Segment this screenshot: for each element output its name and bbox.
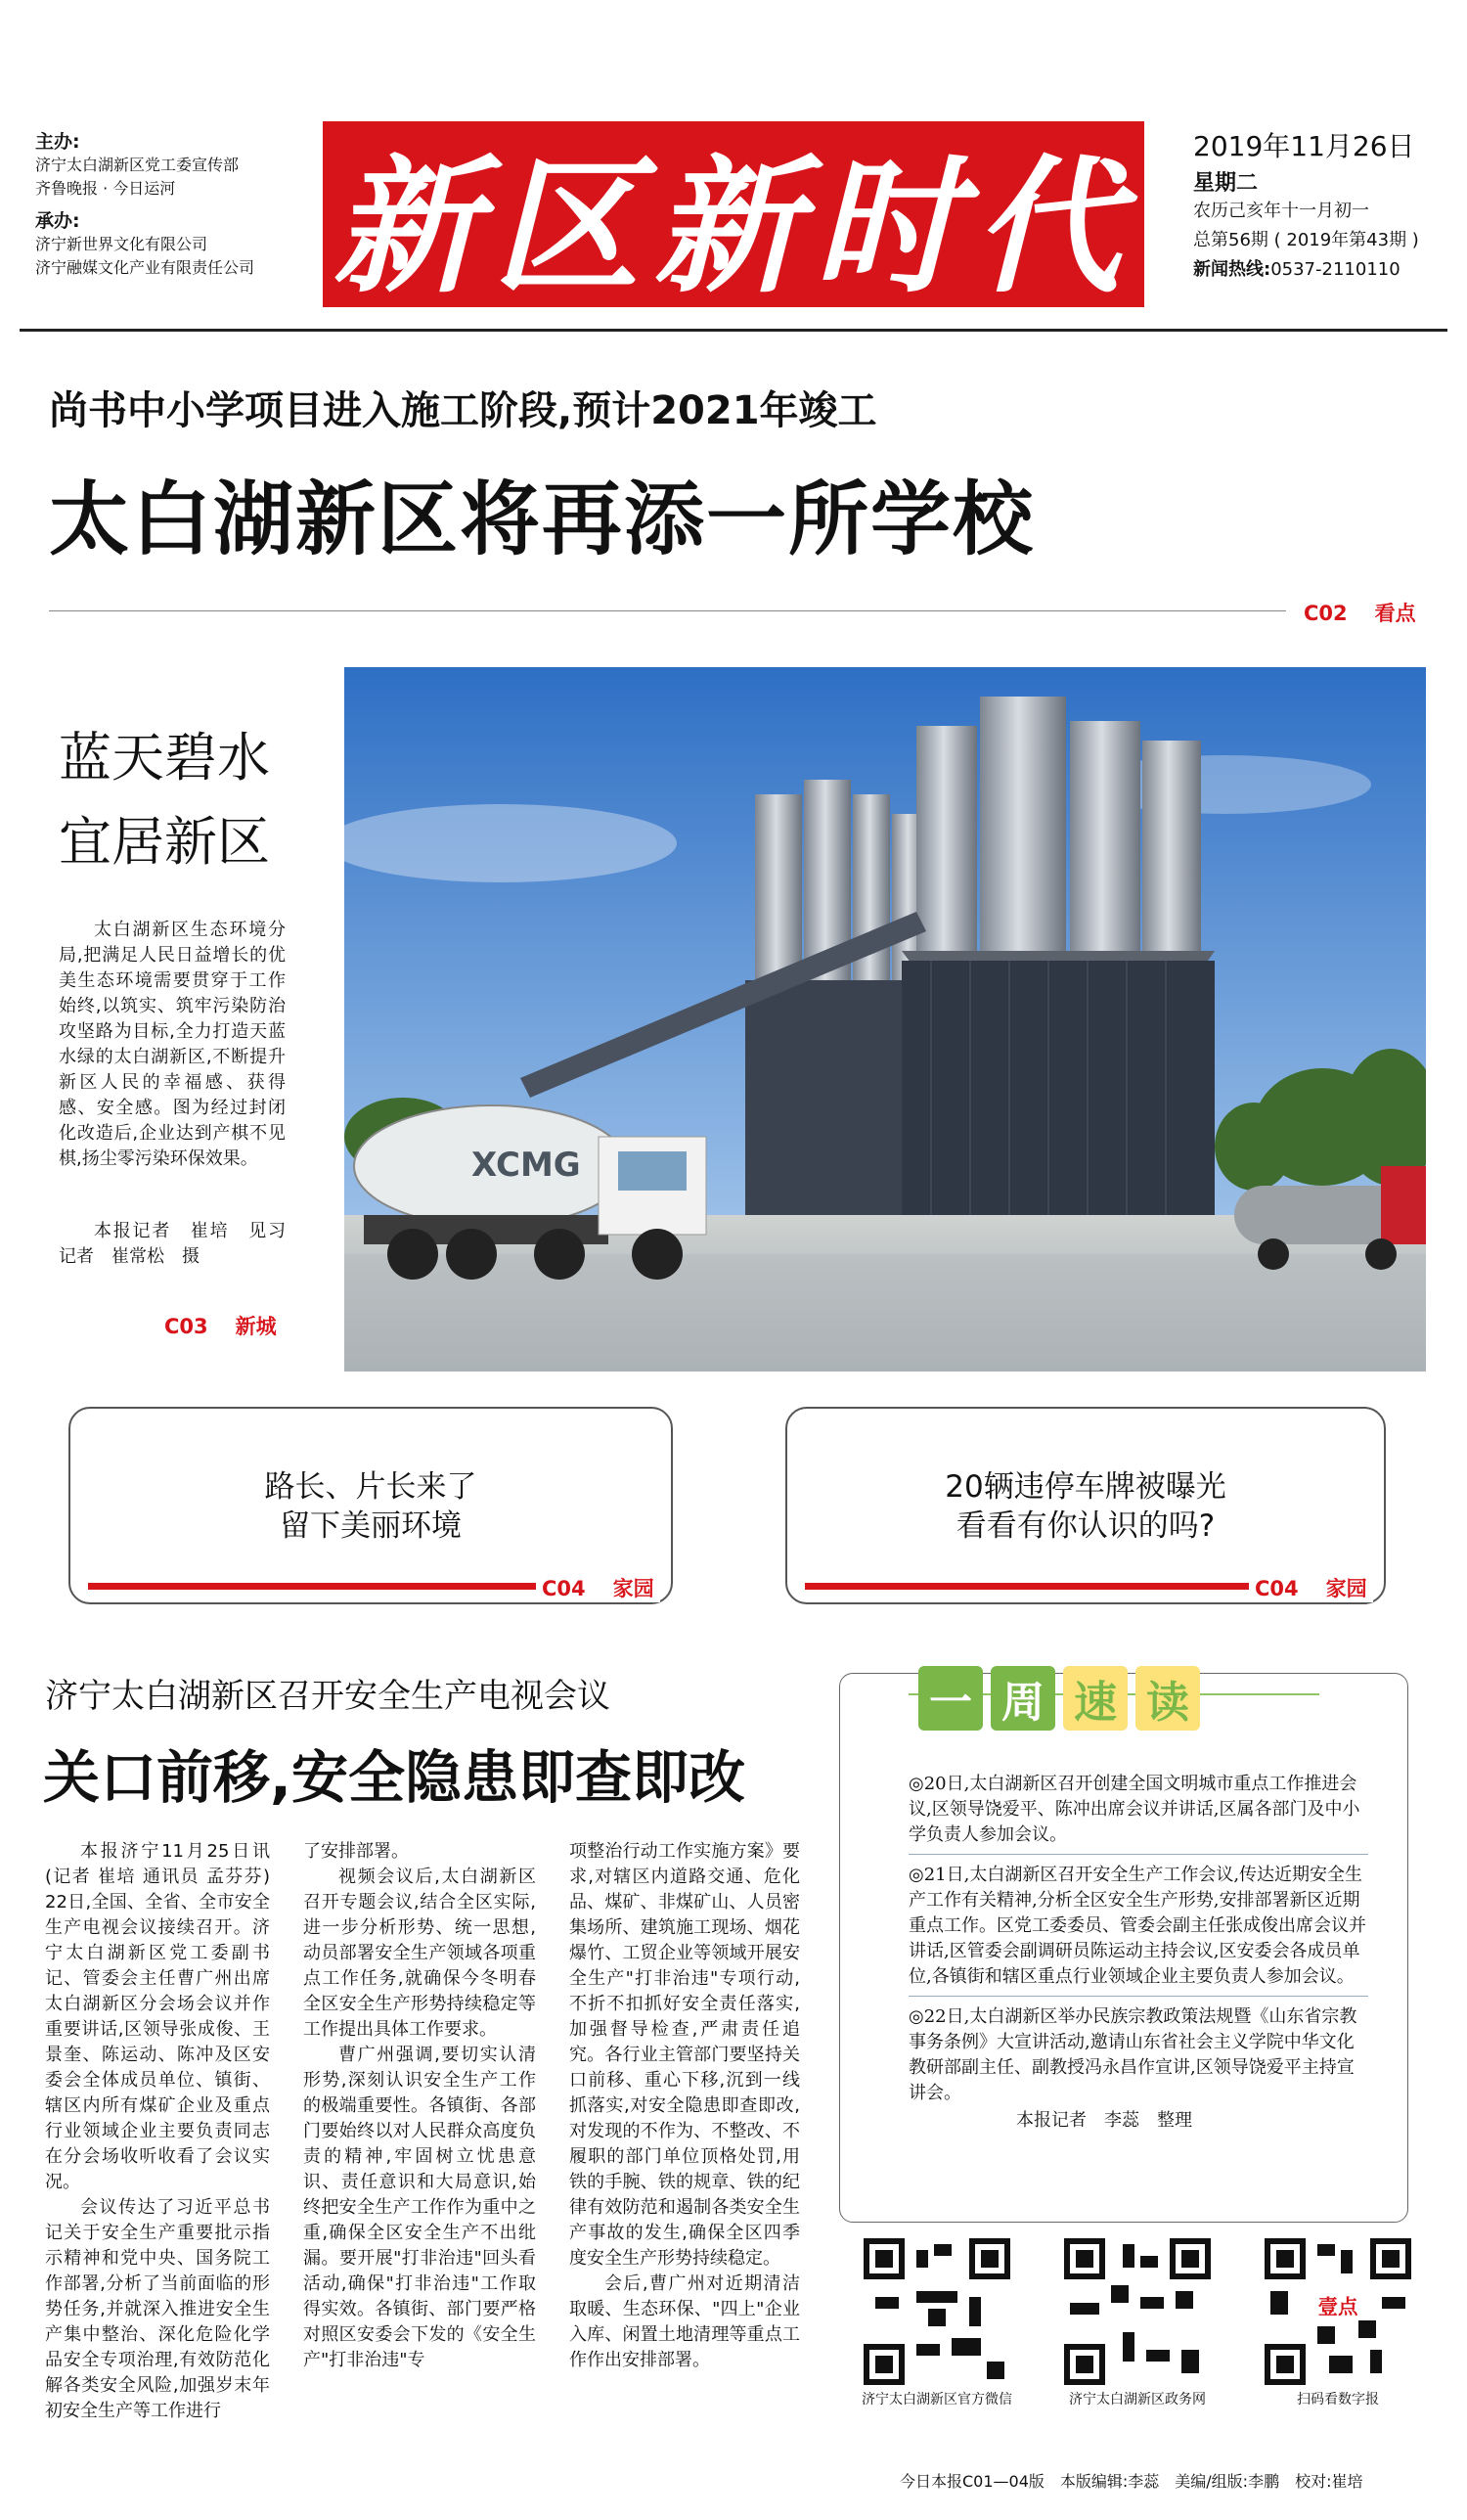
story-column: [45, 1839, 270, 2424]
weekly-item: ◎22日,太白湖新区举办民族宗教政策法规暨《山东省宗教事务条例》大宣讲活动,邀请山东省社会主义学院中华文化教研部副主任、副教授冯永昌作宣讲,区领导饶爱平主持宣讲会。: [909, 2006, 1357, 2103]
hotline-number: 0537-2110110: [1270, 259, 1400, 280]
teaser-line: 20辆违停车牌被曝光: [945, 1469, 1226, 1505]
page-code: C04: [542, 1577, 586, 1600]
story-column: [303, 1839, 536, 2373]
weekly-title-char: 一: [918, 1666, 983, 1731]
qr-caption: 济宁太白湖新区官方微信: [862, 2392, 1012, 2408]
qr-logo: 壹点: [1317, 2294, 1358, 2318]
weekly-credit: 本报记者 李蕊 整理: [1016, 2110, 1192, 2131]
story-paragraph: 了安排部署。: [303, 1841, 409, 1862]
story-paragraph: 曹广州强调,要切实认清形势,深刻认识安全生产工作的极端重要性。各镇街、各部门要始终以对人民群众高度负责的精神,牢固树立忧患意识、责任意识和大局意识,始终把安全生产工作作为重中之重,确保全区安全生产不出纰漏。要开展"打非治违"回头看活动,确保"打非治违"工作取得实效。各镇街、部门要严格对照区安委会下发的《安全生产"打非治违"专: [303, 2045, 536, 2370]
concrete-plant-illustration: [344, 667, 1426, 1372]
teaser-page-ref: [1249, 1573, 1373, 1602]
qr-code-icon: [1064, 2238, 1211, 2385]
weekly-title-char: 速: [1063, 1666, 1128, 1731]
weekly-title-char: 周: [991, 1666, 1055, 1731]
page-section: 看点: [1374, 602, 1416, 625]
masthead-hosts: [35, 127, 254, 280]
feature-title: [59, 716, 270, 884]
organizer-line: 济宁新世界文化有限公司: [35, 235, 208, 253]
feature-page-ref: [164, 1311, 277, 1340]
host-line: 齐鲁晚报 · 今日运河: [35, 179, 176, 198]
feature-photo: [344, 667, 1426, 1372]
organizer-line: 济宁融媒文化产业有限责任公司: [35, 258, 255, 277]
lead-rule: [49, 610, 1286, 611]
page-section: 家园: [1325, 1577, 1367, 1600]
weekly-items: [909, 1772, 1368, 2134]
teaser-line: 看看有你认识的吗?: [956, 1508, 1216, 1544]
truck-brand: XCMG: [471, 1146, 581, 1185]
story-paragraph: 会后,曹广州对近期清洁取暖、生态环保、"四上"企业入库、闲置土地清理等重点工作作出安排部署。: [569, 2273, 800, 2370]
story-column: [569, 1839, 800, 2373]
weekly-item: ◎21日,太白湖新区召开安全生产工作会议,传达近期安全生产工作有关精神,分析全区安全生产形势,安排部署新区近期重点工作。区党工委委员、管委会副主任张成俊出席会议并讲话,区管委会副调研员陈运动主持会议,区安委会各成员单位,各镇街和辖区重点行业领域企业主要负责人参加会议。: [909, 1863, 1368, 1997]
issue-weekday: 星期二: [1193, 171, 1259, 196]
teaser-line: 路长、片长来了: [264, 1469, 477, 1505]
story-paragraph: 本报济宁11月25日讯(记者 崔培 通讯员 孟芬芬) 22日,全国、全省、全市安全生产电视会议接续召开。济宁太白湖新区党工委副书记、管委会主任曹广州出席太白湖新区分会场会议并作重要讲话,区领导张成俊、王景奎、陈运动、陈冲及区安委会全体成员单位、镇街、辖区内所有煤矿企业及重点行业领域企业主要负责同志在分会场收听收看了会议实况。: [45, 1841, 270, 2192]
lead-kicker: 尚书中小学项目进入施工阶段,预计2021年竣工: [49, 388, 877, 433]
story-kicker: 济宁太白湖新区召开安全生产电视会议: [45, 1677, 610, 1716]
page-section: 家园: [612, 1577, 654, 1600]
teaser-redbar: [805, 1583, 1294, 1590]
page-code: C04: [1255, 1577, 1299, 1600]
qr-section: [839, 2238, 1426, 2434]
qr-caption: 扫码看数字报: [1297, 2392, 1379, 2408]
feature-caption: 太白湖新区生态环境分局,把满足人民日益增长的优美生态环境需要贯穿于工作始终,以筑实、筑牢污染防治攻坚路为目标,全力打造天蓝水绿的太白湖新区,不断提升新区人民的幸福感、获得感、安全感。图为经过封闭化改造后,企业达到产棋不见棋,扬尘零污染环保效果。: [59, 920, 286, 1169]
feature-title-line: 蓝天碧水: [59, 727, 270, 788]
story-paragraph: 项整治行动工作实施方案》要求,对辖区内道路交通、危化品、煤矿、非煤矿山、人员密集场所、建筑施工现场、烟花爆竹、工贸企业等领域开展安全生产"打非治违"专项行动,不折不扣抓好安全责任落实,加强督导检查,严肃责任追究。各行业主管部门要坚持关口前移、重心下移,沉到一线抓落实,对安全隐患即查即改,对发现的不作为、不整改、不履职的部门单位顶格处罚,用铁的手腕、铁的规章、铁的纪律有效防范和遏制各类安全生产事故的发生,确保全区四季度安全生产形势持续稳定。: [569, 1841, 800, 2269]
story-headline: 关口前移,安全隐患即查即改: [43, 1744, 746, 1811]
qr-caption: 济宁太白湖新区政务网: [1069, 2392, 1206, 2408]
page-section: 新城: [235, 1315, 277, 1338]
lead-page-ref: [1304, 598, 1416, 627]
organizer-label: 承办:: [35, 210, 80, 232]
teaser-card[interactable]: [785, 1407, 1386, 1604]
teaser-redbar: [88, 1583, 577, 1590]
teaser-line: 留下美丽环境: [280, 1508, 462, 1544]
feature-credit: 本报记者 崔培 见习记者 崔常松 摄: [59, 1221, 286, 1267]
story-paragraph: 视频会议后,太白湖新区召开专题会议,结合全区实际,进一步分析形势、统一思想,动员部署安全生产领域各项重点工作任务,就确保今冬明春全区安全生产形势持续稳定等工作提出具体工作要求。: [303, 1867, 536, 2040]
qr-code-icon: [864, 2238, 1010, 2385]
masthead-title: 新区新时代: [323, 121, 1144, 307]
host-label: 主办:: [35, 131, 80, 153]
story-paragraph: 会议传达了习近平总书记关于安全生产重要批示指示精神和党中央、国务院工作部署,分析了当前面临的形势任务,并就深入推进安全生产集中整治、深化危险化学品安全专项治理,有效防范化解各类安全风险,加强岁末年初安全生产等工作进行: [45, 2197, 270, 2421]
qr-code-icon: [1265, 2238, 1411, 2385]
feature-title-line: 宜居新区: [59, 811, 270, 873]
page-code: C03: [164, 1315, 208, 1338]
masthead-date-block: [1193, 125, 1438, 285]
page-code: C02: [1304, 602, 1348, 625]
hotline-label: 新闻热线:: [1193, 259, 1271, 280]
weekly-digest: [839, 1673, 1408, 2223]
teaser-page-ref: [536, 1573, 660, 1602]
issue-number: 总第56期 ( 2019年第43期 ): [1193, 230, 1419, 250]
qr-block[interactable]: [1049, 2238, 1225, 2408]
page-footer: 今日本报C01—04版 本版编辑:李蕊 美编/组版:李鹏 校对:崔培: [900, 2472, 1363, 2491]
host-line: 济宁太白湖新区党工委宣传部: [35, 156, 240, 174]
masthead-rule: [20, 329, 1447, 332]
lead-headline: 太白湖新区将再添一所学校: [49, 473, 1036, 566]
qr-block[interactable]: [849, 2238, 1025, 2408]
weekly-title-char: 读: [1135, 1666, 1200, 1731]
issue-date: 2019年11月26日: [1193, 130, 1415, 162]
weekly-item: ◎20日,太白湖新区召开创建全国文明城市重点工作推进会议,区领导饶爱平、陈冲出席会议并讲话,区属各部门及中小学负责人参加会议。: [909, 1772, 1368, 1855]
qr-block[interactable]: [1250, 2238, 1426, 2408]
teaser-card[interactable]: [68, 1407, 673, 1604]
lunar-date: 农历己亥年十一月初一: [1193, 201, 1369, 221]
weekly-title: [918, 1666, 1200, 1731]
